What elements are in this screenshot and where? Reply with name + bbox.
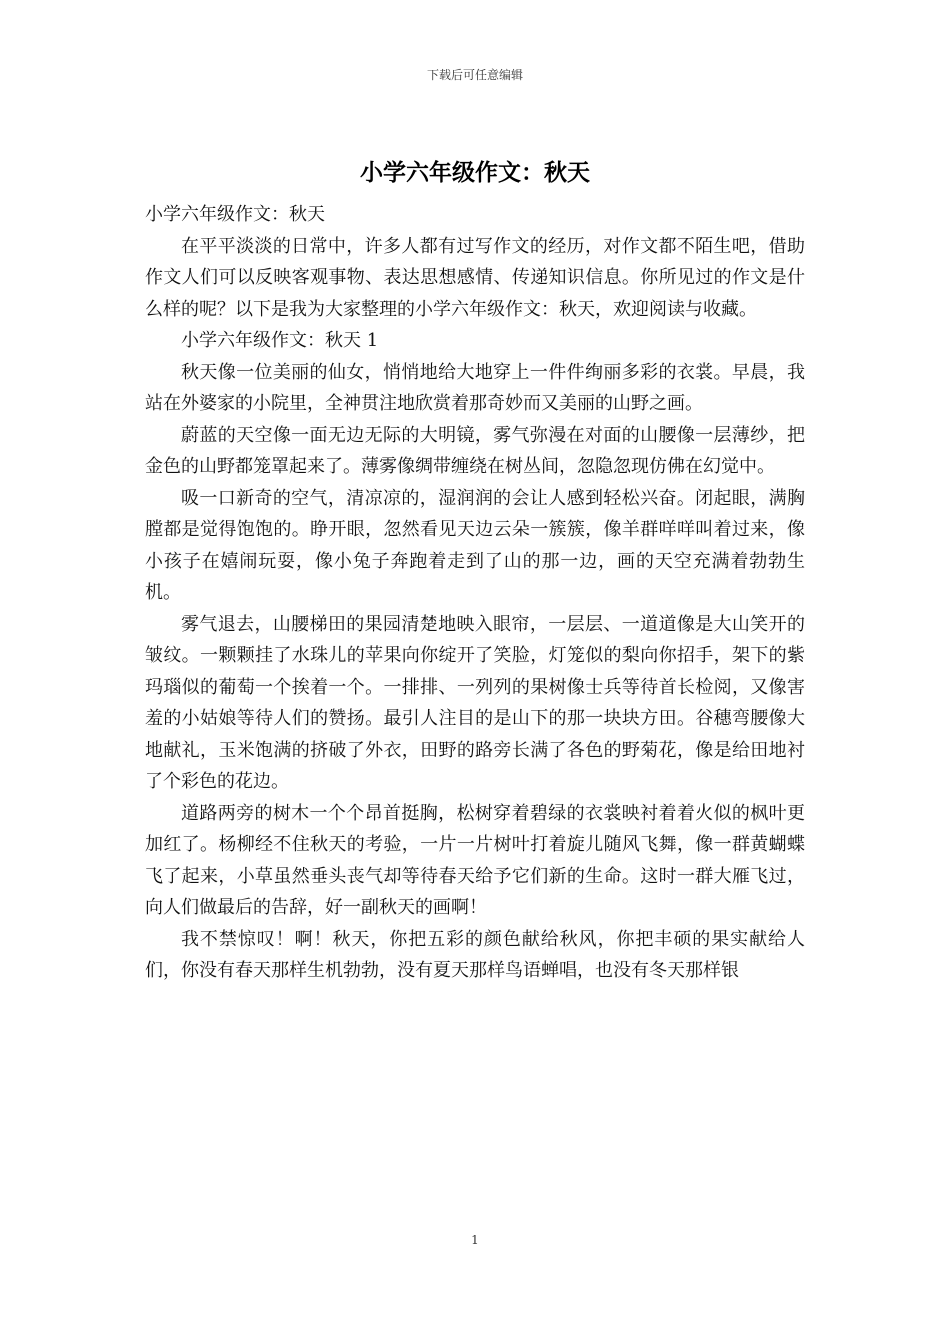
paragraph: 我不禁惊叹！啊！秋天，你把五彩的颜色献给秋风，你把丰硕的果实献给人们，你没有春天那样生机勃勃，没有夏天那样鸟语蝉唱，也没有冬天那样银 (145, 928, 805, 981)
document-body (145, 199, 805, 987)
paragraph: 吸一口新奇的空气，清凉凉的，湿润润的会让人感到轻松兴奋。闭起眼，满胸膛都是觉得饱饱的。睁开眼，忽然看见天边云朵一簇簇，像羊群咩咩叫着过来，像小孩子在嬉闹玩耍，像小兔子奔跑着走到了山的那一边，画的天空充满着勃勃生机。 (145, 487, 805, 603)
paragraph: 在平平淡淡的日常中，许多人都有过写作文的经历，对作文都不陌生吧，借助作文人们可以反映客观事物、表达思想感情、传递知识信息。你所见过的作文是什么样的呢？以下是我为大家整理的小学六年级作文：秋天，欢迎阅读与收藏。 (145, 235, 805, 320)
paragraph: 小学六年级作文：秋天 (145, 204, 325, 225)
paragraph: 道路两旁的树木一个个昂首挺胸，松树穿着碧绿的衣裳映衬着着火似的枫叶更加红了。杨柳经不住秋天的考验，一片一片树叶打着旋儿随风飞舞，像一群黄蝴蝶飞了起来，小草虽然垂头丧气却等待春天给予它们新的生命。这时一群大雁飞过，向人们做最后的告辞，好一副秋天的画啊！ (145, 802, 805, 918)
paragraph: 蔚蓝的天空像一面无边无际的大明镜，雾气弥漫在对面的山腰像一层薄纱，把金色的山野都笼罩起来了。薄雾像绸带缠绕在树丛间，忽隐忽现仿佛在幻觉中。 (145, 424, 805, 477)
page-number: 1 (471, 1233, 479, 1247)
paragraph: 小学六年级作文：秋天 1 (181, 330, 379, 351)
page-header: 下载后可任意编辑 (426, 68, 523, 82)
paragraph: 秋天像一位美丽的仙女，悄悄地给大地穿上一件件绚丽多彩的衣裳。早晨，我站在外婆家的小院里，全神贯注地欣赏着那奇妙而又美丽的山野之画。 (145, 361, 805, 414)
paragraph: 雾气退去，山腰梯田的果园清楚地映入眼帘，一层层、一道道像是大山笑开的皱纹。一颗颗挂了水珠儿的苹果向你绽开了笑脸，灯笼似的梨向你招手，架下的紫玛瑙似的葡萄一个挨着一个。一排排、一列列的果树像士兵等待首长检阅，又像害羞的小姑娘等待人们的赞扬。最引人注目的是山下的那一块块方田。谷穗弯腰像大地献礼，玉米饱满的挤破了外衣，田野的路旁长满了各色的野菊花，像是给田地衬了个彩色的花边。 (145, 613, 805, 792)
document-title: 小学六年级作文：秋天 (360, 159, 590, 186)
